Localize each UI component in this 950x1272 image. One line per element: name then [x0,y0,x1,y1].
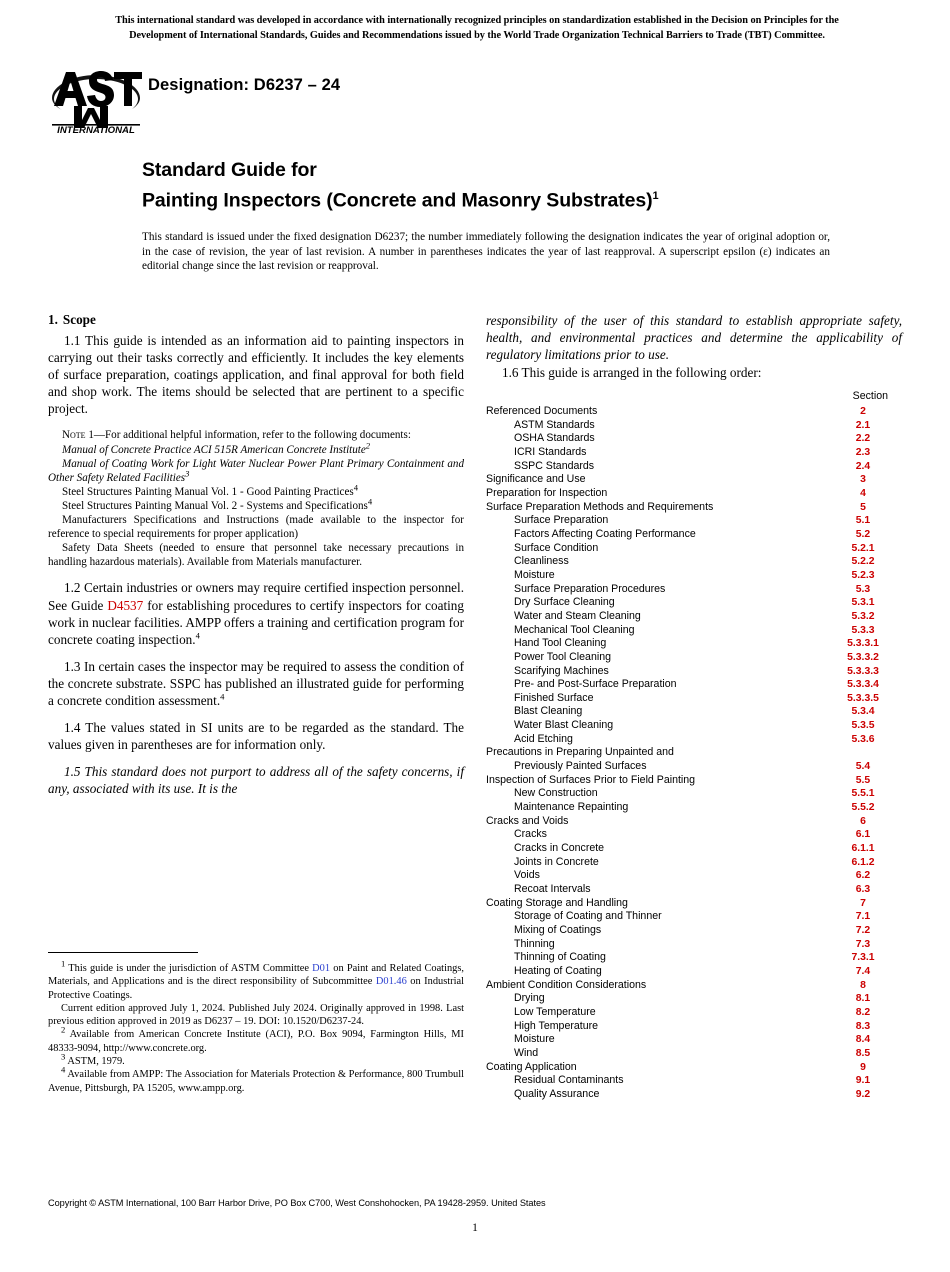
footnote-4-marker: 4 [61,1064,66,1075]
toc-row-section-number[interactable]: 5.4 [855,761,871,773]
right-column [486,312,902,1102]
scope-heading [48,312,464,328]
paragraph-1-2 [48,579,464,647]
toc-row-label: Coating Application [486,1060,577,1073]
footnote-edition: Current edition approved July 1, 2024. Published July 2024. Originally approved in 1998. Last previous edition approved in 2019 as D6237 – 19. DOI: 10.1520/D6237-24. [48,1002,464,1028]
footnote-2-text: Available from American Concrete Institute (ACI), P.O. Box 9094, Farmington Hills, MI 48333-9094, http://www.concrete.org. [48,1029,464,1054]
copyright-notice: Copyright © ASTM International, 100 Barr Harbor Drive, PO Box C700, West Conshohocken, PA 19428-2959. United States [48,1198,546,1208]
note-item-0-text: Manual of Concrete Practice ACI 515R American Concrete Institute [62,443,366,456]
note-intro-text: 1—For additional helpful information, refer to the following documents: [88,429,411,442]
paragraph-1-3-text: 1.3 In certain cases the inspector may be required to assess the condition of the concrete substrate. SSPC has published an illustrated guide for performing a concrete condition assessment. [48,658,464,708]
paragraph-1-2-marker: 4 [195,630,200,641]
note-intro [48,428,464,442]
toc-row-label: Voids [514,869,540,882]
toc-row[interactable] [486,910,902,924]
toc-row-section-number[interactable]: 2.1 [855,419,871,431]
tbt-line-1: This international standard was developed in accordance with internationally recognized principles on standardization established in the Decision on Principles for the [115,15,839,26]
subcommittee-d0146-link[interactable]: D01.46 [375,976,407,988]
toc-row-section-number[interactable]: 6 [860,815,866,827]
toc-row-section-number[interactable]: 6.1.2 [851,856,875,868]
note-item-3 [48,496,464,513]
toc-row-label: New Construction [514,787,598,800]
footnote-1-part-a: This guide is under the jurisdiction of ASTM Committee [68,963,313,974]
toc-row[interactable] [486,979,902,993]
toc-row[interactable] [486,1088,902,1102]
toc-row-label: SSPC Standards [514,459,595,472]
toc-row[interactable] [486,897,902,911]
toc-row[interactable] [486,473,902,487]
toc-row[interactable] [486,733,902,747]
toc-row-section-number[interactable]: 3 [860,474,866,486]
toc-row[interactable] [486,637,902,651]
toc-row-label: Wind [514,1046,539,1059]
toc-row-section-number[interactable]: 2 [860,406,866,418]
toc-row[interactable] [486,419,902,433]
toc-row-section-number[interactable]: 5.5 [855,774,871,786]
toc-row-section-number[interactable]: 6.3 [855,884,871,895]
toc-row[interactable] [486,856,902,870]
toc-row[interactable] [486,774,902,788]
toc-row-section-number[interactable]: 7.1 [855,911,871,923]
toc-row-section-number[interactable]: 9.1 [855,1075,871,1087]
toc-row-label: Preparation for Inspection [486,486,608,499]
toc-row-section-number[interactable]: 5.3.1 [851,597,875,609]
toc-row-section-number[interactable]: 2.4 [855,460,871,472]
toc-row-label: Drying [514,992,545,1005]
toc-row-label: Precautions in Preparing Unpainted and [486,746,674,759]
toc-row-label: Thinning of Coating [514,951,606,964]
toc-row-label: Residual Contaminants [514,1074,624,1087]
paragraph-1-6: 1.6 This guide is arranged in the following order: [502,365,762,381]
toc-row-label: Moisture [514,568,555,581]
toc-row-label: Pre- and Post-Surface Preparation [514,678,677,691]
toc-row-label: Hand Tool Cleaning [514,637,607,650]
footnote-2 [48,1025,464,1055]
toc-row-label: Storage of Coating and Thinner [514,910,662,923]
designation-label: Designation: D6237 – 24 [148,76,341,94]
toc-row-label: Scarifying Machines [514,664,609,677]
toc-row[interactable] [486,624,902,638]
toc-row-label: Cracks [514,828,547,841]
toc-row-label: Recoat Intervals [514,883,591,895]
toc-row-label: Dry Surface Cleaning [514,596,615,609]
toc-row-section-number[interactable]: 5.3.3.4 [847,679,879,691]
note-item-4: Manufacturers Specifications and Instructions (made available to the inspector for reference to special requirements for proper application) [48,514,464,541]
toc-row-section-number[interactable]: 2.3 [855,447,871,458]
footnote-3 [48,1051,464,1068]
toc-row-section-number[interactable]: 8.5 [855,1047,871,1059]
toc-row-label: Blast Cleaning [514,705,583,718]
toc-row-section-number[interactable]: 7.3 [855,938,871,950]
committee-d01-link[interactable]: D01 [312,963,331,974]
toc-row-section-number[interactable]: 5.2.1 [851,542,875,554]
toc-row-section-number[interactable]: 5.2.3 [851,569,875,581]
toc-row-label: Factors Affecting Coating Performance [514,527,696,540]
toc-row[interactable] [486,678,902,692]
issued-under-paragraph: This standard is issued under the fixed designation D6237; the number immediately following the designation indicates the year of original adoption or, in the case of revision, the year of last revision. A number in parentheses indicates the year of last reapproval. A superscript epsilon (ε) indicates an editorial change since the last revision or reapproval. [142,231,830,273]
paragraph-1-3 [48,658,464,709]
toc-row-section-number[interactable]: 7.2 [855,924,871,936]
astm-wordmark: INTERNATIONAL [57,125,135,134]
toc-row[interactable] [486,883,902,897]
toc-row[interactable] [486,665,902,679]
footnote-divider [48,952,198,953]
toc-row[interactable] [486,528,902,542]
paragraph-1-3-marker: 4 [220,691,225,702]
toc-row-section-number[interactable]: 5.3.4 [851,706,875,718]
toc-row[interactable] [486,501,902,515]
toc-row-label: Cracks and Voids [486,814,569,827]
toc-row[interactable] [486,992,902,1006]
toc-row[interactable] [486,542,902,556]
toc-row-label: Cracks in Concrete [514,842,605,855]
footnote-3-marker: 3 [61,1051,66,1062]
toc-row-label: OSHA Standards [514,432,595,445]
toc-row-label: Acid Etching [514,732,573,745]
toc-row-section-number[interactable]: 7.3.1 [851,952,875,964]
toc-row[interactable] [486,487,902,501]
title-footnote-marker: 1 [652,189,659,202]
footnote-1-part-b: on Paint and Related Coatings, Materials, and Applications and is the direct responsibility of Subcommittee [48,963,464,988]
note-label: Note [62,429,86,442]
toc-row[interactable] [486,965,902,979]
toc-row[interactable] [486,569,902,583]
toc-row[interactable] [486,1033,902,1047]
toc-row[interactable] [486,1047,902,1061]
table-of-contents [486,390,902,1101]
toc-row-label: Mixing of Coatings [514,923,602,936]
astm-logo [48,62,144,134]
footnote-1-marker: 1 [61,958,66,969]
toc-row[interactable] [486,596,902,610]
toc-row[interactable] [486,815,902,829]
toc-row-label: Surface Preparation Procedures [514,582,666,595]
toc-row-section-number[interactable]: 8.1 [855,993,871,1005]
toc-row-section-number[interactable]: 6.1.1 [851,843,875,855]
paragraph-1-5: 1.5 This standard does not purport to address all of the safety concerns, if any, associated with its use. It is the [48,764,464,797]
toc-row-label: Water Blast Cleaning [514,719,614,732]
toc-row-label: Thinning [514,937,555,950]
toc-row-label: Surface Preparation [514,514,609,527]
toc-row-label: Coating Storage and Handling [486,896,628,909]
toc-row[interactable] [486,555,902,569]
toc-row[interactable] [486,1020,902,1034]
toc-row-section-number[interactable]: 5.3.5 [851,720,875,732]
toc-row-label: Finished Surface [514,691,594,704]
toc-row-label: Surface Preparation Methods and Requirements [486,500,714,513]
toc-row[interactable] [486,1061,902,1075]
footnote-2-marker: 2 [61,1025,66,1036]
toc-row-section-number[interactable]: 5.3.6 [851,733,875,745]
toc-row-section-number[interactable]: 5 [860,501,866,513]
scope-heading-number: 1. [48,312,58,327]
toc-row-section-number[interactable]: 5.5.2 [851,802,875,814]
toc-row[interactable] [486,446,902,460]
note-item-2-text: Steel Structures Painting Manual Vol. 1 - Good Painting Practices [62,485,354,498]
toc-row-label: ICRI Standards [514,446,587,458]
footnotes-block [48,958,465,1095]
toc-row[interactable] [486,514,902,528]
footnote-4-text: Available from AMPP: The Association for Materials Protection & Performance, 800 Trumbull Avenue, Pittsburgh, PA 15205, www.ampp.org. [48,1069,465,1094]
left-column [48,312,464,798]
toc-row[interactable] [486,760,902,774]
paragraph-1-4: 1.4 The values stated in SI units are to be regarded as the standard. The values given in parentheses are for information only. [48,720,464,753]
toc-row[interactable] [486,828,902,842]
footnote-3-text: ASTM, 1979. [67,1056,125,1068]
tbt-statement [48,14,906,43]
toc-row-section-number[interactable]: 5.2 [855,528,871,540]
toc-row-label: Water and Steam Cleaning [514,609,641,622]
note-item-3-marker: 4 [367,496,373,507]
toc-row[interactable] [486,1074,902,1088]
toc-row-section-number[interactable]: 7.4 [855,965,871,977]
tbt-line-2: Development of International Standards, Guides and Recommendations issued by the World Trade Organization Technical Barriers to Trade (TBT) Committee. [129,29,825,41]
toc-row[interactable] [486,842,902,856]
toc-column-header: Section [852,390,888,403]
toc-row-section-number[interactable]: 6.2 [855,870,871,882]
toc-row-section-number[interactable]: 5.3.3.5 [847,692,879,704]
toc-row[interactable] [486,705,902,719]
note-1-block [48,428,464,569]
toc-row-section-number[interactable]: 5.3.2 [851,610,875,622]
page-number: 1 [472,1222,478,1234]
note-item-2-marker: 4 [353,482,358,493]
toc-row[interactable] [486,938,902,952]
footnote-1 [48,958,464,1002]
astm-logo-icon [48,62,144,134]
toc-row-section-number[interactable]: 2.2 [855,433,871,445]
title-line-2 [142,184,902,214]
toc-row[interactable] [486,432,902,446]
toc-row-label: Inspection of Surfaces Prior to Field Painting [486,773,696,786]
toc-row[interactable] [486,460,902,474]
page-title [142,158,902,214]
toc-row-section-number[interactable]: 6.1 [855,829,871,841]
toc-row-section-number[interactable]: 5.2.2 [851,556,875,568]
toc-row-label: Surface Condition [514,541,599,554]
toc-row[interactable] [486,583,902,597]
toc-row[interactable] [486,951,902,965]
toc-row-label: Mechanical Tool Cleaning [514,623,635,636]
toc-row[interactable] [486,610,902,624]
scope-heading-title: Scope [62,312,96,327]
toc-row-label: Cleanliness [514,555,569,568]
paragraph-1-5-continued: responsibility of the user of this standard to establish appropriate safety, health, and environmental practices and determine the applicability of regulatory limitations prior to use. [486,313,902,363]
toc-row[interactable] [486,924,902,938]
toc-rows [486,405,902,1101]
paragraph-1-1: 1.1 This guide is intended as an information aid to painting inspectors in carrying out their tasks correctly and efficiently. It includes the key elements of surface preparation, coatings application, and final approval for both field and shop work. The items should be selected that are pertinent to a specific project. [48,333,464,417]
footnote-1-part-c: on Industrial Protective Coatings. [48,976,464,1001]
note-item-1-text: Manual of Coating Work for Light Water Nuclear Power Plant Primary Containment and Other Safety Related Facilities [48,457,464,484]
toc-row-section-number[interactable]: 9 [860,1061,866,1073]
toc-row[interactable] [486,787,902,801]
toc-row[interactable] [486,692,902,706]
toc-row-label: Low Temperature [514,1005,596,1018]
note-item-0 [48,439,464,457]
toc-row-label: Moisture [514,1033,555,1046]
title-line-1: Standard Guide for [142,159,317,181]
toc-row-section-number[interactable]: 5.5.1 [851,788,875,800]
toc-row[interactable] [486,1006,902,1020]
toc-row-label: Power Tool Cleaning [514,650,611,663]
toc-row[interactable] [486,746,902,760]
note-item-1-marker: 3 [185,468,190,479]
toc-row-section-number[interactable]: 5.3.3.3 [847,665,879,677]
toc-row-section-number[interactable]: 5.3 [855,583,871,595]
toc-row-section-number[interactable]: 5.3.3.2 [847,651,879,663]
note-item-2 [48,482,464,499]
toc-row[interactable] [486,801,902,815]
paragraph-1-2-part-b: for establishing procedures to certify inspectors for coating work in nuclear facilities. AMPP offers a training and certification program for concrete coating inspection. [48,597,465,647]
toc-row-section-number[interactable]: 5.3.3.1 [847,638,879,650]
toc-row-section-number[interactable]: 7 [860,897,866,909]
note-item-0-marker: 2 [365,439,371,450]
toc-row-label: ASTM Standards [514,418,595,431]
toc-row[interactable] [486,405,902,419]
toc-row-label: Ambient Condition Considerations [486,978,647,991]
toc-row-section-number[interactable]: 8.3 [855,1020,871,1032]
toc-row-label: Significance and Use [486,473,586,486]
toc-row-label: Maintenance Repainting [514,801,629,814]
note-item-1 [48,457,464,485]
toc-row-section-number[interactable]: 8 [860,979,866,991]
toc-row[interactable] [486,719,902,733]
toc-row-label: Previously Painted Surfaces [514,760,647,773]
guide-d4537-link[interactable]: D4537 [107,597,144,613]
toc-row-label: High Temperature [514,1019,599,1032]
toc-row-section-number[interactable]: 4 [860,487,866,499]
toc-row-section-number[interactable]: 9.2 [855,1088,871,1100]
note-item-3-text: Steel Structures Painting Manual Vol. 2 - Systems and Specifications [62,499,368,512]
toc-row-section-number[interactable]: 8.4 [855,1034,871,1046]
toc-row-section-number[interactable]: 5.3.3 [851,624,875,636]
toc-row[interactable] [486,869,902,883]
toc-row-label: Joints in Concrete [514,855,599,868]
toc-row-label: Heating of Coating [514,964,602,977]
title-text: Painting Inspectors (Concrete and Masonry Substrates) [142,189,653,211]
toc-row-label: Quality Assurance [514,1087,600,1100]
toc-row-label: Referenced Documents [486,405,598,418]
toc-row[interactable] [486,651,902,665]
footnote-4 [48,1064,465,1095]
note-item-5: Safety Data Sheets (needed to ensure that personnel take necessary precautions in handling hazardous materials). Available from Materials manufacturer. [48,542,464,569]
toc-row-section-number[interactable]: 8.2 [855,1006,871,1018]
paragraph-1-2-part-a: 1.2 Certain industries or owners may require certified inspection personnel. See Guide [48,580,464,613]
toc-row-section-number[interactable]: 5.1 [855,515,871,527]
